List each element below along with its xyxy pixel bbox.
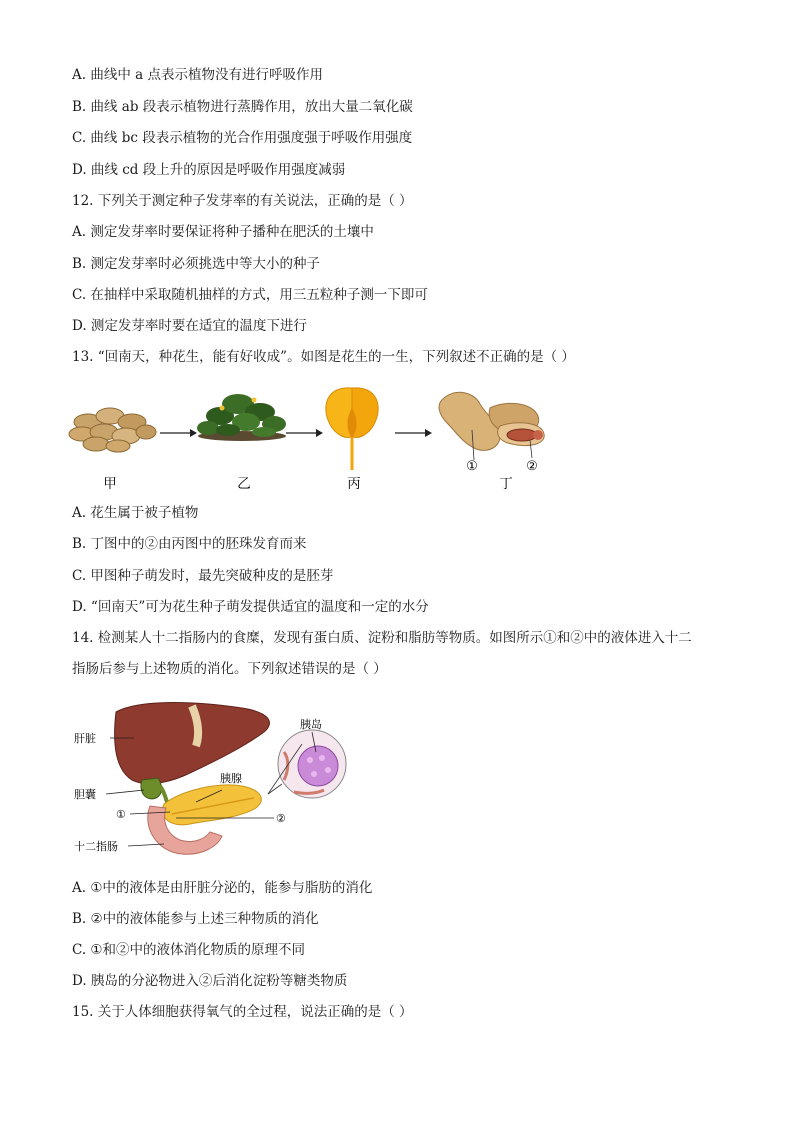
- marker-2-label: ②: [276, 812, 286, 825]
- liver-label: 肝脏: [74, 732, 96, 745]
- q12-stem: 12. 下列关于测定种子发芽率的有关说法，正确的是（ ）: [72, 193, 413, 209]
- peanut-plant-image: [197, 394, 286, 441]
- q14-option-a: A. ①中的液体是由肝脏分泌的，能参与脂肪的消化: [72, 880, 373, 896]
- peanut-life-cycle-figure: [60, 378, 560, 496]
- q13-option-d: D. “回南天”可为花生种子萌发提供适宜的温度和一定的水分: [72, 599, 429, 615]
- pancreas-label: 胰腺: [220, 772, 242, 785]
- q14-option-c: C. ①和②中的液体消化物质的原理不同: [72, 942, 306, 958]
- pod-marker-1: ①: [466, 459, 478, 474]
- q13-option-b: B. 丁图中的②由丙图中的胚珠发育而来: [72, 536, 307, 552]
- q15-stem: 15. 关于人体细胞获得氧气的全过程，说法正确的是（ ）: [72, 1004, 413, 1020]
- pod-marker-2: ②: [526, 459, 538, 474]
- gallbladder-label: 胆囊: [74, 788, 96, 801]
- q11-option-b: B. 曲线 ab 段表示植物进行蒸腾作用，放出大量二氧化碳: [72, 99, 413, 115]
- gallbladder-shape: [141, 778, 162, 799]
- duodenum-label: 十二指肠: [74, 840, 118, 853]
- q11-option-d: D. 曲线 cd 段上升的原因是呼吸作用强度减弱: [72, 162, 346, 178]
- digestive-organs-figure: [72, 694, 372, 860]
- arrow-1: [160, 429, 197, 437]
- q14-stem-line1: 14. 检测某人十二指肠内的食糜，发现有蛋白质、淀粉和脂肪等物质。如图所示①和②中的液体进入十二: [72, 630, 692, 646]
- peanut-pile-image: [69, 408, 156, 452]
- q12-option-d: D. 测定发芽率时要在适宜的温度下进行: [72, 318, 307, 334]
- peanut-pod-image: [439, 392, 544, 460]
- q13-option-c: C. 甲图种子萌发时，最先突破种皮的是胚芽: [72, 568, 334, 584]
- q12-option-b: B. 测定发芽率时必须挑选中等大小的种子: [72, 256, 321, 272]
- q11-option-a: A. 曲线中 a 点表示植物没有进行呼吸作用: [72, 67, 323, 83]
- pancreas-shape: [163, 785, 262, 825]
- q14-option-d: D. 胰岛的分泌物进入②后消化淀粉等糖类物质: [72, 973, 348, 989]
- q12-option-c: C. 在抽样中采取随机抽样的方式，用三五粒种子测一下即可: [72, 287, 428, 303]
- label-yi: 乙: [237, 476, 251, 492]
- islet-label: 胰岛: [300, 718, 322, 731]
- label-jia: 甲: [103, 476, 117, 492]
- q13-stem: 13. “回南天，种花生，能有好收成”。如图是花生的一生，下列叙述不正确的是（ ）: [72, 349, 575, 365]
- arrow-3: [395, 429, 432, 437]
- q14-stem-line2: 指肠后参与上述物质的消化。下列叙述错误的是（ ）: [72, 661, 387, 677]
- q11-option-c: C. 曲线 bc 段表示植物的光合作用强度强于呼吸作用强度: [72, 130, 413, 146]
- marker-1-label: ①: [116, 808, 126, 821]
- peanut-flower-image: [326, 388, 378, 470]
- q13-option-a: A. 花生属于被子植物: [72, 505, 199, 521]
- q12-option-a: A. 测定发芽率时要保证将种子播种在肥沃的土壤中: [72, 224, 374, 240]
- label-ding: 丁: [499, 476, 513, 492]
- arrow-2: [286, 429, 323, 437]
- label-bing: 丙: [347, 476, 361, 492]
- q14-option-b: B. ②中的液体能参与上述三种物质的消化: [72, 911, 319, 927]
